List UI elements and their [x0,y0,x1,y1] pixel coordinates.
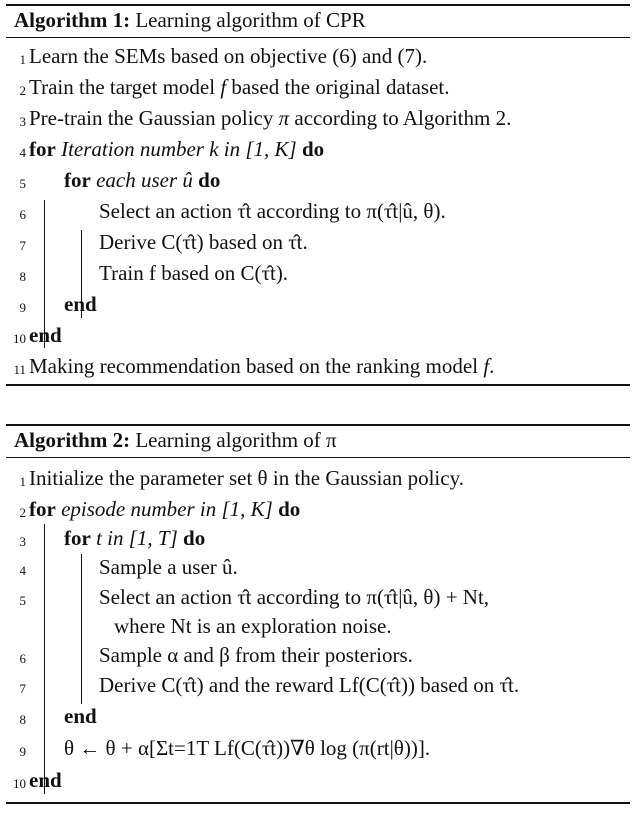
algorithm-body: 1 Learn the SEMs based on objective (6) and (7). 2 Train the target model f based the original dataset. 3 Pre-train the Gaussian policy π according to Algorithm 2. 4 for Iteration number k in [1, K] do 5 for each user û do 6 Select an action τ̂t according to π(τ̂t|û, θ). 7 Derive C(τ̂t) based on τ̂t. 8 Train f based on C(τ̂t). 9 end 10 end 11 Making recommendation based on the ranking model f. [13,44,512,378]
algorithm-1 [6,4,630,386]
caption-label: Algorithm 2: [14,428,131,452]
algorithm-body: 1 Initialize the parameter set θ in the Gaussian policy. 2 for episode number in [1, K] do 3 for t in [1, T] do 4 Sample a user û. 5 Select an action τ̂t according to π(τ̂t|û, θ) + Nt, where Nt is an exploration noise. 6 Sample α and β from their posteriors. 7 Derive C(τ̂t) and the reward Lf(C(τ̂t)) based on τ̂t. 8 end 9 θ ← θ + α[Σt=1T Lf(C(τ̂t))∇θ log (π(rt|θ))]. 10 end [13,466,520,792]
algorithm-caption [6,426,630,457]
caption-text: Learning algorithm of π [135,428,337,452]
bottom-rule [6,802,630,804]
caption-text: Learning algorithm of CPR [135,8,366,32]
for-block-bar [44,524,45,794]
bottom-rule [6,384,630,386]
algorithm-2 [6,424,630,804]
algorithm-caption [6,6,630,37]
for-block-bar [81,554,82,704]
caption-label: Algorithm 1: [14,8,131,32]
